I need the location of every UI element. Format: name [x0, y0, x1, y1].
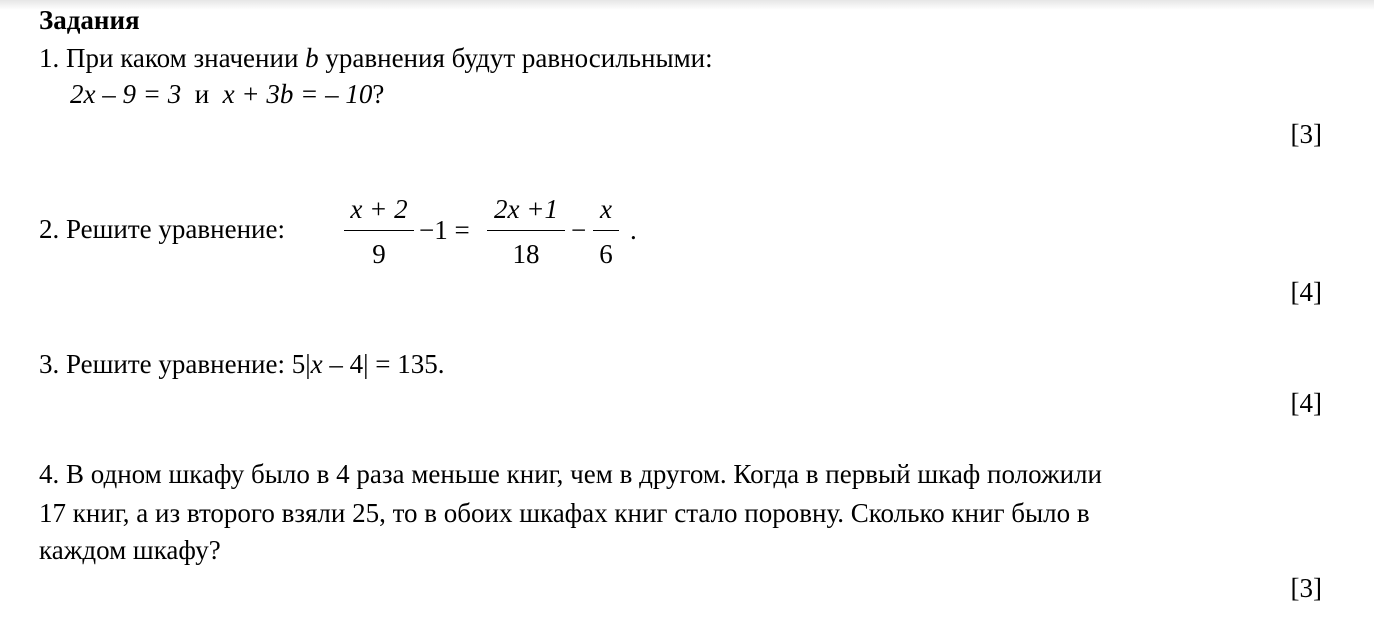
- task2-minus-one-equals: −1 =: [419, 215, 470, 245]
- task3-question: [39, 348, 445, 380]
- top-shadow: [0, 0, 1374, 10]
- page-title: Задания: [39, 5, 140, 35]
- task2-fraction-3: [593, 193, 619, 270]
- fraction-bar: [487, 230, 565, 231]
- task3-text-suffix: – 4| = 135.: [322, 349, 445, 379]
- task1-text-suffix: уравнения будут равносильными:: [318, 43, 713, 73]
- task1-text-prefix: 1. При каком значении: [39, 43, 306, 73]
- task4-line-2: 17 книг, а из второго взяли 25, то в обоих шкафах книг стало поровну. Сколько книг было в: [39, 498, 1090, 528]
- task2-fraction-2-denominator: 18: [512, 239, 540, 269]
- fraction-bar: [593, 230, 619, 231]
- task4-score: [3]: [1290, 573, 1322, 603]
- task2-fraction-1-numerator: x + 2: [350, 194, 408, 224]
- task2-fraction-3-denominator: 6: [599, 239, 613, 269]
- task1-score: [3]: [1290, 119, 1322, 149]
- task2-minus: −: [571, 215, 587, 245]
- task2-label: 2. Решите уравнение:: [39, 214, 285, 244]
- task2-fraction-3-numerator: x: [600, 194, 612, 224]
- task4-line-3: каждом шкафу?: [39, 535, 221, 565]
- task1-question-mark: ?: [372, 79, 385, 109]
- task2-score: [4]: [1290, 277, 1322, 307]
- task1-var-b: b: [305, 43, 319, 73]
- task1-equations: [70, 78, 384, 110]
- task3-text-prefix: 3. Решите уравнение: 5|: [39, 349, 311, 379]
- task4-line-1: 4. В одном шкафу было в 4 раза меньше книг, чем в другом. Когда в первый шкаф положили: [39, 459, 1102, 489]
- task2-fraction-2: [487, 193, 565, 270]
- task1-question: [39, 42, 713, 74]
- task2-fraction-2-numerator: 2x +1: [494, 194, 558, 224]
- task2-period: .: [630, 215, 637, 245]
- task2-fraction-1: [344, 193, 414, 270]
- task1-equation-2: x + 3b = – 10: [222, 79, 373, 109]
- task3-var-x: x: [310, 349, 323, 379]
- task3-score: [4]: [1290, 388, 1322, 418]
- fraction-bar: [344, 230, 414, 231]
- task1-conjunction: и: [194, 79, 210, 109]
- task2-fraction-1-denominator: 9: [372, 239, 386, 269]
- task1-equation-1: 2x – 9 = 3: [70, 79, 182, 109]
